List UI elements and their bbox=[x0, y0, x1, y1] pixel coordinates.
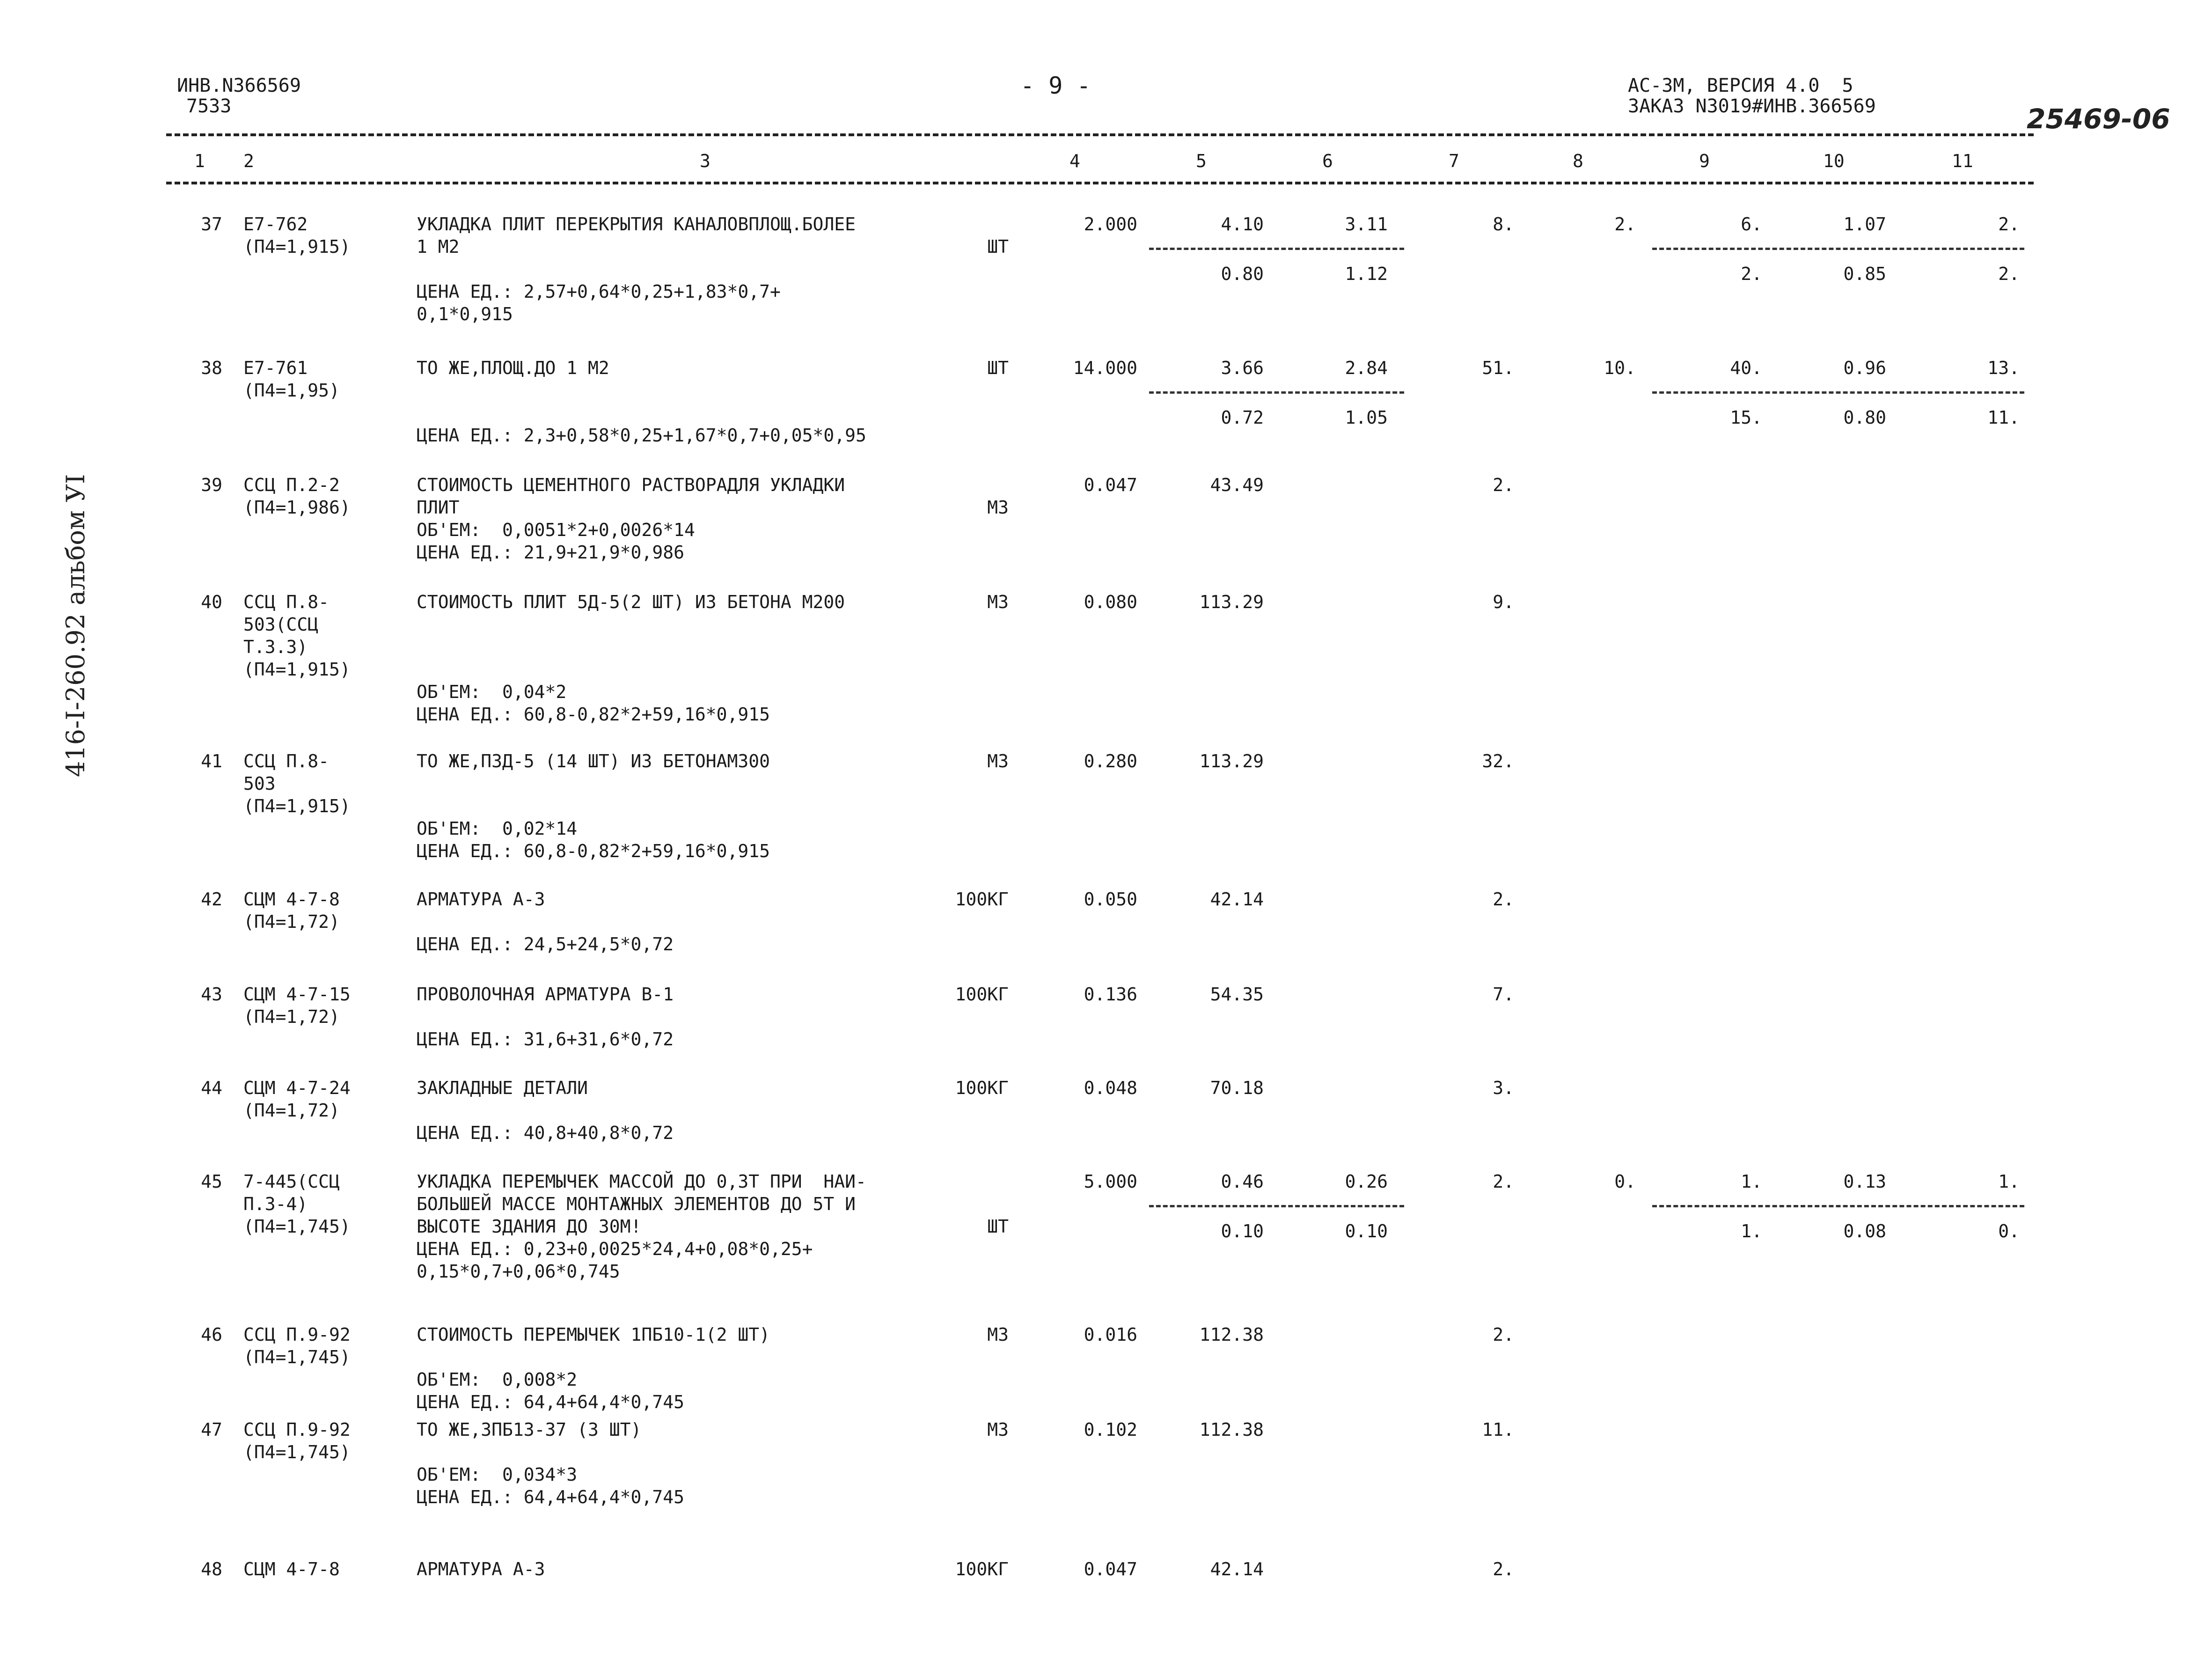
work-description: АРМАТУРА А-3 bbox=[417, 1559, 545, 1579]
norm-code: СЦМ 4-7-8 bbox=[243, 889, 340, 910]
value-c6b: 1.05 bbox=[1345, 407, 1388, 428]
breakdown-rule bbox=[1652, 248, 2024, 250]
work-description: СТОИМОСТЬ ПЛИТ 5Д-5(2 ШТ) ИЗ БЕТОНА М200 bbox=[417, 592, 845, 612]
row-number: 41 bbox=[201, 751, 222, 771]
unit-of-measure: М3 bbox=[987, 1324, 1009, 1345]
value-c7: 51. bbox=[1482, 358, 1514, 378]
price-note: ЦЕНА ЕД.: 2,3+0,58*0,25+1,67*0,7+0,05*0,95 bbox=[417, 425, 866, 446]
value-qty: 2.000 bbox=[1084, 214, 1137, 235]
price-note: ОБ'ЕМ: 0,04*2 bbox=[417, 682, 567, 702]
value-c6b: 0.10 bbox=[1345, 1221, 1388, 1241]
value-qty: 0.047 bbox=[1084, 475, 1137, 495]
unit-of-measure: М3 bbox=[987, 592, 1009, 612]
column-header-6: 6 bbox=[1322, 151, 1333, 171]
price-note: ОБ'ЕМ: 0,034*3 bbox=[417, 1464, 578, 1485]
value-c5: 113.29 bbox=[1199, 751, 1264, 771]
price-note: ЦЕНА ЕД.: 60,8-0,82*2+59,16*0,915 bbox=[417, 704, 770, 725]
norm-code: (П4=1,915) bbox=[243, 796, 351, 816]
norm-code: (П4=1,915) bbox=[243, 659, 351, 680]
price-note: ЦЕНА ЕД.: 40,8+40,8*0,72 bbox=[417, 1123, 674, 1143]
value-c7: 8. bbox=[1493, 214, 1514, 235]
column-header-8: 8 bbox=[1573, 151, 1583, 171]
unit-of-measure: ШТ bbox=[987, 1216, 1009, 1237]
work-description: СТОИМОСТЬ ПЕРЕМЫЧЕК 1ПБ10-1(2 ШТ) bbox=[417, 1324, 770, 1345]
work-description: УКЛАДКА ПЕРЕМЫЧЕК МАССОЙ ДО 0,3Т ПРИ НАИ- bbox=[417, 1171, 866, 1192]
work-description: УКЛАДКА ПЛИТ ПЕРЕКРЫТИЯ КАНАЛОВПЛОЩ.БОЛЕЕ bbox=[417, 214, 856, 235]
inventory-number: ИНВ.N366569 bbox=[177, 75, 301, 96]
unit-of-measure: 100КГ bbox=[955, 1078, 1009, 1098]
row-number: 45 bbox=[201, 1171, 222, 1192]
work-description: ТО ЖЕ,П3Д-5 (14 ШТ) ИЗ БЕТОНАМ300 bbox=[417, 751, 770, 771]
norm-code: (П4=1,745) bbox=[243, 1347, 351, 1367]
norm-code: СЦМ 4-7-24 bbox=[243, 1078, 351, 1098]
norm-code: 503(ССЦ bbox=[243, 614, 319, 635]
value-qty: 0.280 bbox=[1084, 751, 1137, 771]
value-c7: 2. bbox=[1493, 1171, 1514, 1192]
value-c11: 2. bbox=[1998, 214, 2020, 235]
price-note: ЦЕНА ЕД.: 21,9+21,9*0,986 bbox=[417, 542, 684, 563]
norm-code: (П4=1,72) bbox=[243, 1006, 340, 1027]
unit-of-measure: 100КГ bbox=[955, 984, 1009, 1005]
value-qty: 0.050 bbox=[1084, 889, 1137, 910]
unit-of-measure: М3 bbox=[987, 751, 1009, 771]
value-c7: 3. bbox=[1493, 1078, 1514, 1098]
value-c6: 2.84 bbox=[1345, 358, 1388, 378]
value-c11b: 2. bbox=[1998, 264, 2020, 284]
value-c5: 3.66 bbox=[1221, 358, 1264, 378]
row-number: 47 bbox=[201, 1419, 222, 1440]
value-qty: 0.136 bbox=[1084, 984, 1137, 1005]
value-c5b: 0.10 bbox=[1221, 1221, 1264, 1241]
breakdown-rule bbox=[1652, 1205, 2024, 1207]
row-number: 42 bbox=[201, 889, 222, 910]
column-header-3: 3 bbox=[700, 151, 710, 171]
value-qty: 14.000 bbox=[1073, 358, 1137, 378]
work-description: ТО ЖЕ,3ПБ13-37 (3 ШТ) bbox=[417, 1419, 642, 1440]
row-number: 37 bbox=[201, 214, 222, 235]
value-c5: 43.49 bbox=[1210, 475, 1264, 495]
price-note: ОБ'ЕМ: 0,008*2 bbox=[417, 1369, 578, 1390]
norm-code: (П4=1,986) bbox=[243, 497, 351, 518]
norm-code: (П4=1,72) bbox=[243, 1100, 340, 1121]
price-note: ЦЕНА ЕД.: 64,4+64,4*0,745 bbox=[417, 1487, 684, 1507]
value-c11b: 0. bbox=[1998, 1221, 2020, 1241]
column-header-9: 9 bbox=[1699, 151, 1710, 171]
value-c10: 0.13 bbox=[1843, 1171, 1886, 1192]
breakdown-rule bbox=[1652, 391, 2024, 394]
norm-code: (П4=1,95) bbox=[243, 380, 340, 401]
column-header-11: 11 bbox=[1952, 151, 1973, 171]
value-c9b: 15. bbox=[1730, 407, 1762, 428]
unit-of-measure: 100КГ bbox=[955, 1559, 1009, 1579]
value-c10: 0.96 bbox=[1843, 358, 1886, 378]
price-note: ОБ'ЕМ: 0,0051*2+0,0026*14 bbox=[417, 520, 695, 540]
price-note: ОБ'ЕМ: 0,02*14 bbox=[417, 818, 578, 839]
header-rule-bottom bbox=[166, 182, 2034, 184]
value-c8: 10. bbox=[1604, 358, 1636, 378]
unit-of-measure: ШТ bbox=[987, 236, 1009, 257]
unit-of-measure: ШТ bbox=[987, 358, 1009, 378]
value-c7: 32. bbox=[1482, 751, 1514, 771]
breakdown-rule bbox=[1149, 248, 1404, 250]
norm-code: Т.3.3) bbox=[243, 637, 308, 657]
value-c9: 40. bbox=[1730, 358, 1762, 378]
norm-code: (П4=1,745) bbox=[243, 1442, 351, 1462]
value-qty: 0.102 bbox=[1084, 1419, 1137, 1440]
norm-code: ССЦ П.8- bbox=[243, 592, 330, 612]
norm-code: ССЦ П.9-92 bbox=[243, 1419, 351, 1440]
value-qty: 0.016 bbox=[1084, 1324, 1137, 1345]
value-c5: 112.38 bbox=[1199, 1324, 1264, 1345]
norm-code: СЦМ 4-7-15 bbox=[243, 984, 351, 1005]
value-c5: 113.29 bbox=[1199, 592, 1264, 612]
work-description: ПЛИТ bbox=[417, 497, 460, 518]
value-c8: 2. bbox=[1614, 214, 1636, 235]
price-note: ЦЕНА ЕД.: 2,57+0,64*0,25+1,83*0,7+ bbox=[417, 281, 781, 302]
work-description: ЗАКЛАДНЫЕ ДЕТАЛИ bbox=[417, 1078, 588, 1098]
header-rule-top bbox=[166, 133, 2034, 136]
value-c10b: 0.08 bbox=[1843, 1221, 1886, 1241]
price-note: 0,15*0,7+0,06*0,745 bbox=[417, 1261, 620, 1282]
work-description: БОЛЬШЕЙ МАССЕ МОНТАЖНЫХ ЭЛЕМЕНТОВ ДО 5Т И bbox=[417, 1194, 856, 1214]
price-note: 0,1*0,915 bbox=[417, 304, 513, 324]
column-header-7: 7 bbox=[1449, 151, 1459, 171]
value-qty: 0.047 bbox=[1084, 1559, 1137, 1579]
value-c5: 4.10 bbox=[1221, 214, 1264, 235]
work-description: ТО ЖЕ,ПЛОЩ.ДО 1 М2 bbox=[417, 358, 609, 378]
value-c7: 2. bbox=[1493, 1324, 1514, 1345]
value-c11: 1. bbox=[1998, 1171, 2020, 1192]
norm-code: СЦМ 4-7-8 bbox=[243, 1559, 340, 1579]
value-c6: 3.11 bbox=[1345, 214, 1388, 235]
norm-code: 7-445(ССЦ bbox=[243, 1171, 340, 1192]
handwritten-number: 25469-06 bbox=[2027, 103, 2170, 135]
value-qty: 0.048 bbox=[1084, 1078, 1137, 1098]
breakdown-rule bbox=[1149, 391, 1404, 394]
value-c5: 70.18 bbox=[1210, 1078, 1264, 1098]
unit-of-measure: М3 bbox=[987, 497, 1009, 518]
value-c7: 7. bbox=[1493, 984, 1514, 1005]
album-side-label: 416-I-260.92 альбом УI bbox=[61, 474, 90, 777]
value-c7: 2. bbox=[1493, 889, 1514, 910]
value-c10: 1.07 bbox=[1843, 214, 1886, 235]
value-c6b: 1.12 bbox=[1345, 264, 1388, 284]
norm-code: (П4=1,745) bbox=[243, 1216, 351, 1237]
order-number: ЗАКАЗ N3019#ИНВ.366569 bbox=[1628, 95, 1876, 117]
value-c7: 2. bbox=[1493, 1559, 1514, 1579]
norm-code: ССЦ П.9-92 bbox=[243, 1324, 351, 1345]
row-number: 39 bbox=[201, 475, 222, 495]
row-number: 44 bbox=[201, 1078, 222, 1098]
value-c9b: 2. bbox=[1741, 264, 1762, 284]
norm-code: Е7-762 bbox=[243, 214, 308, 235]
value-c5: 0.46 bbox=[1221, 1171, 1264, 1192]
column-header-4: 4 bbox=[1069, 151, 1080, 171]
row-number: 48 bbox=[201, 1559, 222, 1579]
row-number: 38 bbox=[201, 358, 222, 378]
value-c11: 13. bbox=[1987, 358, 2020, 378]
norm-code: Е7-761 bbox=[243, 358, 308, 378]
value-c7: 11. bbox=[1482, 1419, 1514, 1440]
value-c11b: 11. bbox=[1987, 407, 2020, 428]
norm-code: (П4=1,72) bbox=[243, 911, 340, 932]
column-header-1: 1 bbox=[194, 151, 205, 171]
price-note: ЦЕНА ЕД.: 0,23+0,0025*24,4+0,08*0,25+ bbox=[417, 1239, 813, 1259]
unit-of-measure: М3 bbox=[987, 1419, 1009, 1440]
work-description: ВЫСОТЕ ЗДАНИЯ ДО 30М! bbox=[417, 1216, 642, 1237]
value-c5: 54.35 bbox=[1210, 984, 1264, 1005]
price-note: ЦЕНА ЕД.: 60,8-0,82*2+59,16*0,915 bbox=[417, 841, 770, 861]
value-c5: 42.14 bbox=[1210, 1559, 1264, 1579]
value-c7: 9. bbox=[1493, 592, 1514, 612]
value-c5: 42.14 bbox=[1210, 889, 1264, 910]
value-c5b: 0.80 bbox=[1221, 264, 1264, 284]
norm-code: 503 bbox=[243, 773, 276, 794]
norm-code: ССЦ П.8- bbox=[243, 751, 330, 771]
value-c9: 6. bbox=[1741, 214, 1762, 235]
value-c5: 112.38 bbox=[1199, 1419, 1264, 1440]
column-header-5: 5 bbox=[1196, 151, 1207, 171]
column-header-2: 2 bbox=[243, 151, 254, 171]
program-version: АС-3М, ВЕРСИЯ 4.0 5 bbox=[1628, 75, 1853, 96]
inventory-sub: 7533 bbox=[186, 95, 232, 117]
breakdown-rule bbox=[1149, 1205, 1404, 1207]
value-c9b: 1. bbox=[1741, 1221, 1762, 1241]
value-c10b: 0.80 bbox=[1843, 407, 1886, 428]
value-c6: 0.26 bbox=[1345, 1171, 1388, 1192]
unit-of-measure: 100КГ bbox=[955, 889, 1009, 910]
norm-code: (П4=1,915) bbox=[243, 236, 351, 257]
column-header-10: 10 bbox=[1823, 151, 1845, 171]
page-number: - 9 - bbox=[1020, 72, 1091, 99]
value-c7: 2. bbox=[1493, 475, 1514, 495]
row-number: 40 bbox=[201, 592, 222, 612]
work-description: СТОИМОСТЬ ЦЕМЕНТНОГО РАСТВОРАДЛЯ УКЛАДКИ bbox=[417, 475, 845, 495]
norm-code: ССЦ П.2-2 bbox=[243, 475, 340, 495]
row-number: 43 bbox=[201, 984, 222, 1005]
price-note: ЦЕНА ЕД.: 64,4+64,4*0,745 bbox=[417, 1392, 684, 1412]
work-description: 1 М2 bbox=[417, 236, 460, 257]
value-qty: 0.080 bbox=[1084, 592, 1137, 612]
work-description: АРМАТУРА А-3 bbox=[417, 889, 545, 910]
value-c9: 1. bbox=[1741, 1171, 1762, 1192]
value-c10b: 0.85 bbox=[1843, 264, 1886, 284]
value-c5b: 0.72 bbox=[1221, 407, 1264, 428]
norm-code: П.3-4) bbox=[243, 1194, 308, 1214]
value-qty: 5.000 bbox=[1084, 1171, 1137, 1192]
work-description: ПРОВОЛОЧНАЯ АРМАТУРА В-1 bbox=[417, 984, 674, 1005]
row-number: 46 bbox=[201, 1324, 222, 1345]
value-c8: 0. bbox=[1614, 1171, 1636, 1192]
price-note: ЦЕНА ЕД.: 24,5+24,5*0,72 bbox=[417, 934, 674, 955]
price-note: ЦЕНА ЕД.: 31,6+31,6*0,72 bbox=[417, 1029, 674, 1050]
